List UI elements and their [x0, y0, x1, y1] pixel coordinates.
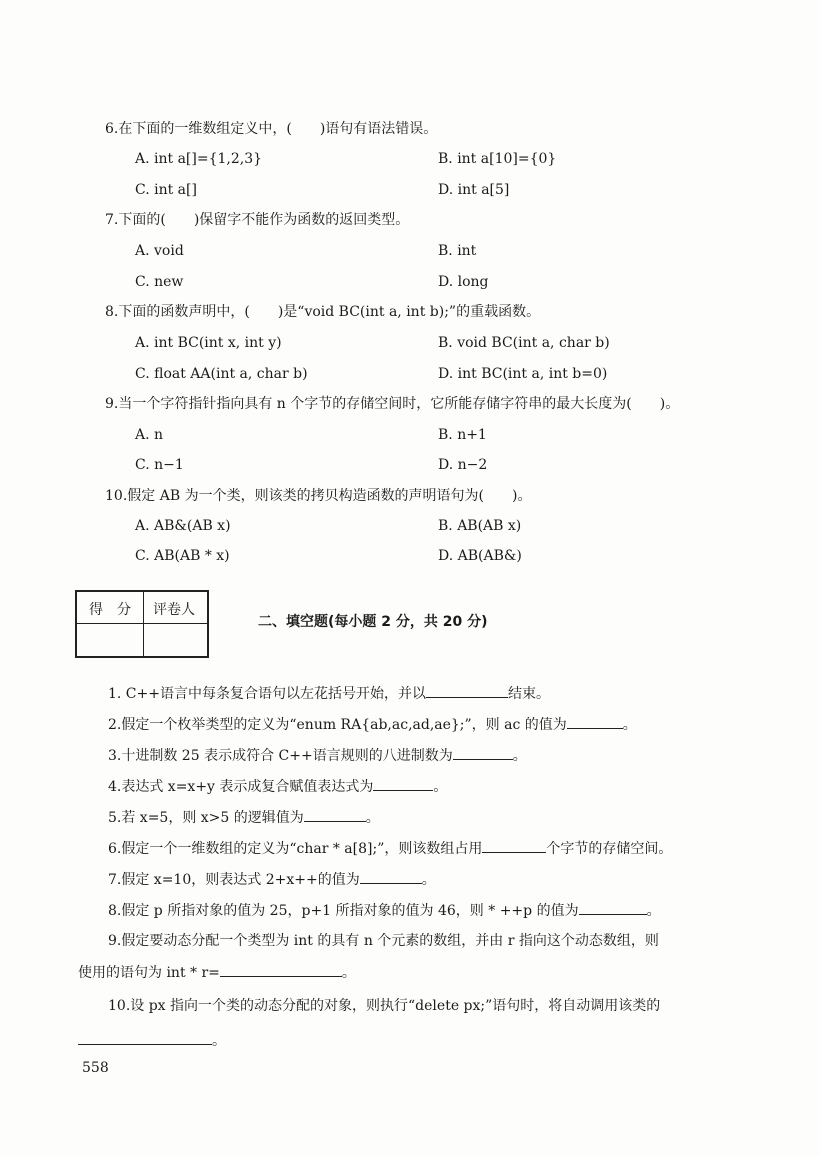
- answer-blank[interactable]: [567, 714, 623, 729]
- answer-blank[interactable]: [304, 807, 366, 822]
- score-table-divider: [143, 592, 144, 656]
- answer-blank[interactable]: [482, 838, 546, 853]
- question-6-option-d: D. int a[5]: [438, 182, 510, 198]
- question-6-option-c: C. int a[]: [135, 182, 197, 198]
- question-9-option-d: D. n−2: [438, 457, 488, 473]
- score-table-divider: [77, 623, 207, 624]
- answer-blank[interactable]: [220, 962, 342, 977]
- question-7-option-c: C. new: [135, 274, 184, 290]
- fill-question-5: 5.若 x=5，则 x>5 的逻辑值为 。: [108, 807, 380, 828]
- question-8-option-a: A. int BC(int x, int y): [135, 335, 282, 351]
- fill-question-10-continued: 。: [78, 1030, 226, 1051]
- fill-question-1: 1. C++语言中每条复合语句以左花括号开始，并以 结束。: [108, 683, 550, 704]
- fill-question-10: 10.设 px 指向一个类的动态分配的对象，则执行“delete px;”语句时，将自动调用该类的: [108, 998, 661, 1014]
- question-8-option-d: D. int BC(int a, int b=0): [438, 366, 608, 382]
- question-6-option-a: A. int a[]={1,2,3}: [135, 151, 263, 167]
- grader-label: 评卷人: [153, 602, 195, 618]
- score-table: [75, 590, 209, 658]
- fill-question-3: 3.十进制数 25 表示成符合 C++语言规则的八进制数为 。: [108, 745, 527, 766]
- question-8-option-c: C. float AA(int a, char b): [135, 366, 308, 382]
- fill-question-6: 6.假定一个一维数组的定义为“char * a[8];”，则该数组占用 个字节的存储空间。: [108, 838, 672, 859]
- question-9-option-b: B. n+1: [438, 427, 487, 443]
- question-9-stem: 9.当一个字符指针指向具有 n 个字节的存储空间时，它所能存储字符串的最大长度为( )。: [105, 396, 680, 412]
- fill-question-4: 4.表达式 x=x+y 表示成复合赋值表达式为 。: [108, 776, 447, 797]
- question-6-stem: 6.在下面的一维数组定义中，( )语句有语法错误。: [105, 121, 438, 137]
- question-8-option-b: B. void BC(int a, char b): [438, 335, 610, 351]
- question-7-stem: 7.下面的( )保留字不能作为函数的返回类型。: [105, 212, 410, 228]
- answer-blank[interactable]: [579, 900, 647, 915]
- answer-blank[interactable]: [426, 683, 508, 698]
- fill-question-2: 2.假定一个枚举类型的定义为“enum RA{ab,ac,ad,ae};”，则 ac 的值为 。: [108, 714, 637, 735]
- question-10-option-d: D. AB(AB&): [438, 548, 522, 564]
- question-8-stem: 8.下面的函数声明中，( )是“void BC(int a, int b);”的重载函数。: [105, 304, 541, 320]
- fill-question-8: 8.假定 p 所指对象的值为 25，p+1 所指对象的值为 46，则 * ++p 的值为 。: [108, 900, 661, 921]
- fill-question-9: 9.假定要动态分配一个类型为 int 的具有 n 个元素的数组，并由 r 指向这个动态数组，则: [108, 933, 659, 949]
- score-label: 得 分: [89, 602, 131, 618]
- question-6-option-b: B. int a[10]={0}: [438, 151, 557, 167]
- question-10-option-b: B. AB(AB x): [438, 518, 522, 534]
- section-title: 二、填空题(每小题 2 分，共 20 分): [258, 614, 488, 630]
- question-7-option-b: B. int: [438, 243, 477, 259]
- question-7-option-d: D. long: [438, 274, 489, 290]
- answer-blank[interactable]: [360, 869, 422, 884]
- question-9-option-a: A. n: [135, 427, 164, 443]
- answer-blank[interactable]: [78, 1030, 212, 1045]
- question-10-stem: 10.假定 AB 为一个类，则该类的拷贝构造函数的声明语句为( )。: [105, 488, 532, 504]
- fill-question-7: 7.假定 x=10，则表达式 2+x++的值为 。: [108, 869, 436, 890]
- question-10-option-c: C. AB(AB * x): [135, 548, 230, 564]
- fill-question-9-continued: 使用的语句为 int * r= 。: [78, 962, 356, 983]
- page-number: 558: [82, 1060, 109, 1076]
- question-7-option-a: A. void: [135, 243, 184, 259]
- answer-blank[interactable]: [453, 745, 513, 760]
- question-9-option-c: C. n−1: [135, 457, 184, 473]
- answer-blank[interactable]: [373, 776, 433, 791]
- question-10-option-a: A. AB&(AB x): [135, 518, 231, 534]
